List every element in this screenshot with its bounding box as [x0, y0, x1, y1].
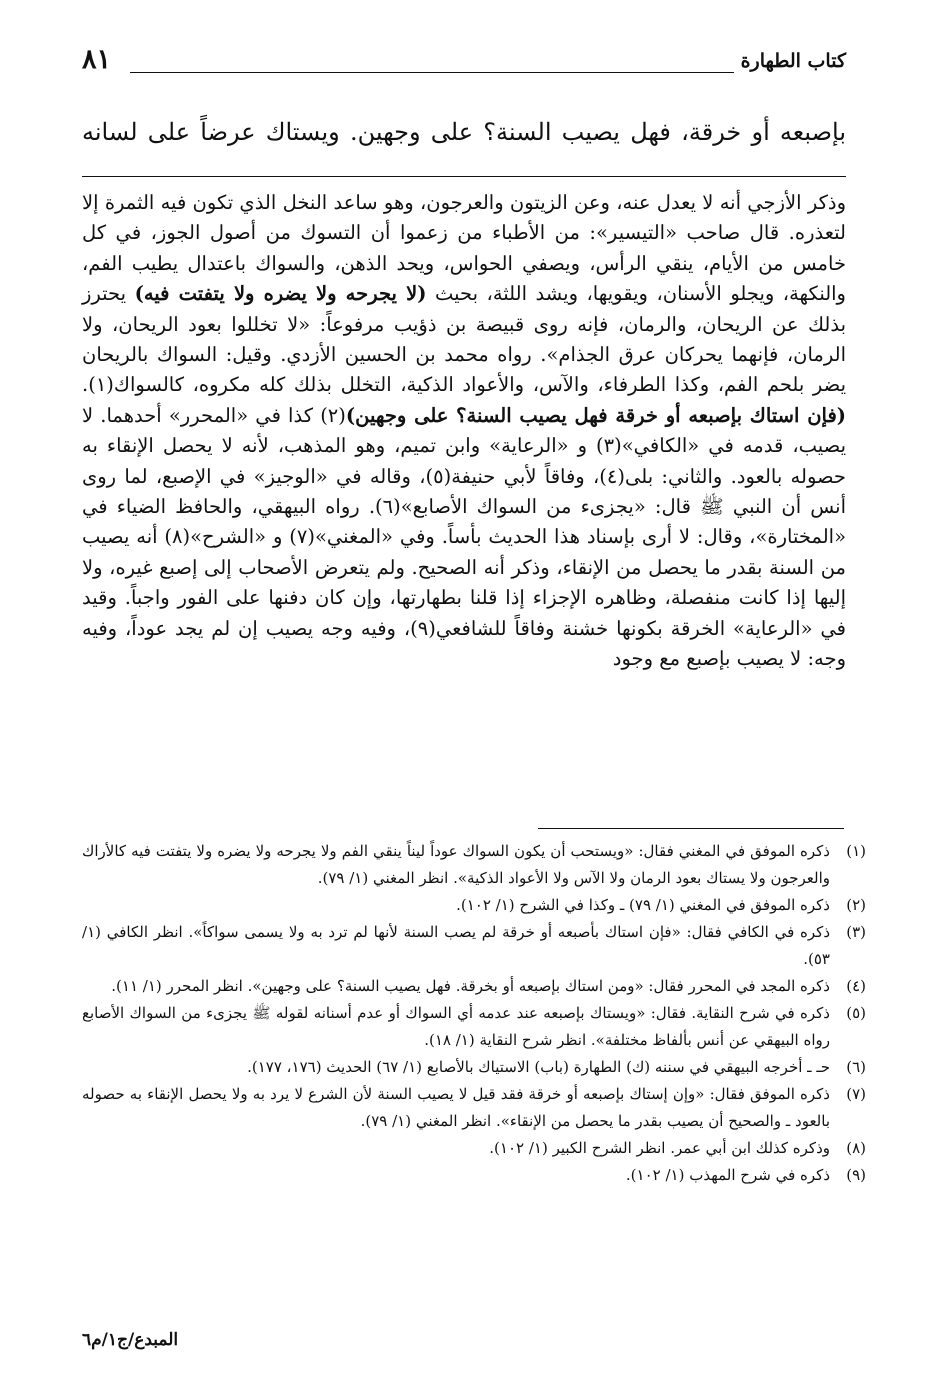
footnote-ref: (٦)	[375, 495, 401, 519]
footnote-ref: (٣)	[596, 434, 622, 458]
text-run: كذا في «المحرر» أحدهما. لا يصيب، قدمه في «الكافي»	[82, 403, 846, 458]
footnote	[82, 838, 866, 892]
footnote-number: (٧)	[846, 1085, 866, 1103]
footnote-number: (٦)	[846, 1058, 866, 1076]
footnote-number: (٢)	[846, 896, 866, 914]
text-run: .	[82, 373, 89, 397]
footnote-text: وذكره كذلك ابن أبي عمر. انظر الشرح الكبير (١/ ١٠٢).	[489, 1139, 830, 1157]
text-run: وذكر الأزجي أنه لا يعدل عنه، وعن الزيتون والعرجون، وهو ساعد النخل الذي تكون فيه الثمرة إلا لتعذره. قال صاحب «التيسير»: من الأطباء من زعموا أن التسوك من أصول الجوز، في كل خامس من الأيام، ينقي الرأس، ويصفي الحواس، ويحد الذهن، والسواك باعتدال يطيب الفم، والنكهة، ويجلو الأسنان، ويقويها، ويشد اللثة، بحيث	[82, 191, 846, 306]
header-rule	[130, 72, 734, 73]
text-run: ، وفيه وجه يصيب إن لم يجد عوداً، وفيه وجه: لا يصيب بإصبع مع وجود	[82, 616, 846, 671]
footnote	[82, 919, 866, 973]
footnote-ref: (٩)	[410, 616, 436, 640]
footnote-number: (٥)	[846, 1004, 866, 1022]
footnote-number: (٨)	[846, 1139, 866, 1157]
footnote-text: ذكره في شرح المهذب (١/ ١٠٢).	[625, 1166, 830, 1184]
footnote-divider	[538, 828, 844, 829]
footnote-ref: (٢)	[320, 403, 346, 427]
footnote-text: ذكره في شرح النقاية. فقال: «ويستاك بإصبعه عند عدمه أي السواك أو عدم أسنانه لقوله ﷺ يجزىء من السواك الأصابع رواه البيهقي عن أنس بألفاظ مختلفة». انظر شرح النقاية (١/ ١٨).	[82, 1004, 830, 1049]
footnote-ref: (٤)	[599, 464, 625, 488]
footnote	[82, 1135, 866, 1162]
footnote-text: ذكره المجد في المحرر فقال: «ومن استاك بإصبعه أو بخرقة. فهل يصيب السنة؟ على وجهين». انظر المحرر (١/ ١١).	[111, 977, 830, 995]
footnote-text: ذكره في الكافي فقال: «فإن استاك بأصبعه أو خرقة لم يصب السنة لأنها لم ترد به ولا يسمى سواكاً». انظر الكافي (١/ ٥٣).	[82, 923, 830, 968]
matn-divider	[82, 176, 846, 177]
footnote-ref: (٥)	[425, 464, 452, 488]
text-run: و «الرعاية» وابن تميم، وهو المذهب، لأنه لا يحصل الإنقاء به حصوله بالعود. والثاني: بلى	[82, 434, 846, 488]
footnote-number: (١)	[846, 842, 866, 860]
bold-quote: (فإن استاك بإصبعه أو خرقة فهل يصيب السنة؟ على وجهين)	[345, 403, 846, 427]
footnote	[82, 1162, 866, 1189]
bold-quote: (لا يجرحه ولا يضره ولا يتفتت فيه)	[134, 282, 427, 306]
footnote	[82, 1054, 866, 1081]
footnote-text: ذكره الموفق في المغني فقال: «ويستحب أن يكون السواك عوداً ليناً ينقي الفم ولا يجرحه ولا يضره ولا يتفتت فيه كالأراك والعرجون ولا يستاك بعود الرمان ولا الآس ولا الأعواد الذكية». انظر المغني (١/ ٧٩).	[82, 842, 830, 887]
text-run: . رواه البيهقي، والحافظ الضياء في «المختارة»، وقال: لا أرى بإسناد هذا الحديث بأساً. وفي «المغني»	[82, 495, 846, 549]
text-run: ، وقاله في «الوجيز» في الإصبع، لما روى أنس أن النبي ﷺ قال: «يجزىء من السواك الأصابع»	[82, 464, 846, 519]
chapter-title: كتاب الطهارة	[740, 50, 846, 72]
footnote-ref: (٨)	[164, 525, 191, 549]
footnote-text: ذكره الموفق في المغني (١/ ٧٩) ـ وكذا في الشرح (١/ ١٠٢).	[456, 896, 830, 914]
text-run: و «الشرح»	[190, 525, 290, 549]
commentary-paragraph	[82, 188, 846, 675]
text-run: ، وفاقاً لأبي حنيفة	[451, 464, 600, 488]
footnote	[82, 973, 866, 1000]
footnote	[82, 1000, 866, 1054]
page-number: ٨١	[82, 44, 112, 75]
footnote-ref: (١)	[88, 373, 114, 397]
footnote-ref: (٧)	[289, 525, 315, 549]
text-run: يحترز بذلك عن الريحان، والرمان، فإنه روى قبيصة بن ذؤيب مرفوعاً: «لا تخللوا بعود الريحان، ولا الرمان، فإنهما يحركان عرق الجذام». رواه محمد بن الحسين الأزدي. وقيل: السواك بالريحان يضر بلحم الفم، وكذا الطرفاء، والآس، والأعواد الذكية، التخلل بذلك كله مكروه، كالسواك	[82, 282, 846, 397]
text-run: أنه يصيب من السنة بقدر ما يحصل من الإنقاء، وذكر أنه الصحيح. ولم يتعرض الأصحاب إلى إصبع غيره، ولا إليها إذا كانت منفصلة، وظاهره الإجزاء إذا قلنا بطهارتها، وإن كان دفنها على الفور واجباً. وقيد في «الرعاية» الخرقة بكونها خشنة وفاقاً للشافعي	[82, 525, 847, 640]
running-header	[82, 44, 846, 82]
footnote	[82, 1081, 866, 1135]
footnote	[82, 892, 866, 919]
signature-mark: المبدع/ج١/م٦	[82, 1330, 179, 1350]
matn-text: بإصبعه أو خرقة، فهل يصيب السنة؟ على وجهين. ويستاك عرضاً على لسانه	[82, 118, 846, 146]
footnotes	[82, 838, 866, 1189]
footnote-text: حـ ـ أخرجه البيهقي في سننه (ك) الطهارة (باب) الاستياك بالأصابع (١/ ٦٧) الحديث (١٧٦، ١٧٧).	[247, 1058, 830, 1076]
footnote-number: (٤)	[846, 977, 866, 995]
footnote-number: (٩)	[846, 1166, 866, 1184]
footnote-text: ذكره الموفق فقال: «وإن إستاك بإصبعه أو خرقة فقد قيل لا يصيب السنة لأن الشرع لا يرد به ولا يحصل الإنقاء به حصوله بالعود ـ والصحيح أن يصيب بقدر ما يحصل من الإنقاء». انظر المغني (١/ ٧٩).	[82, 1085, 830, 1130]
footnote-number: (٣)	[846, 923, 866, 941]
